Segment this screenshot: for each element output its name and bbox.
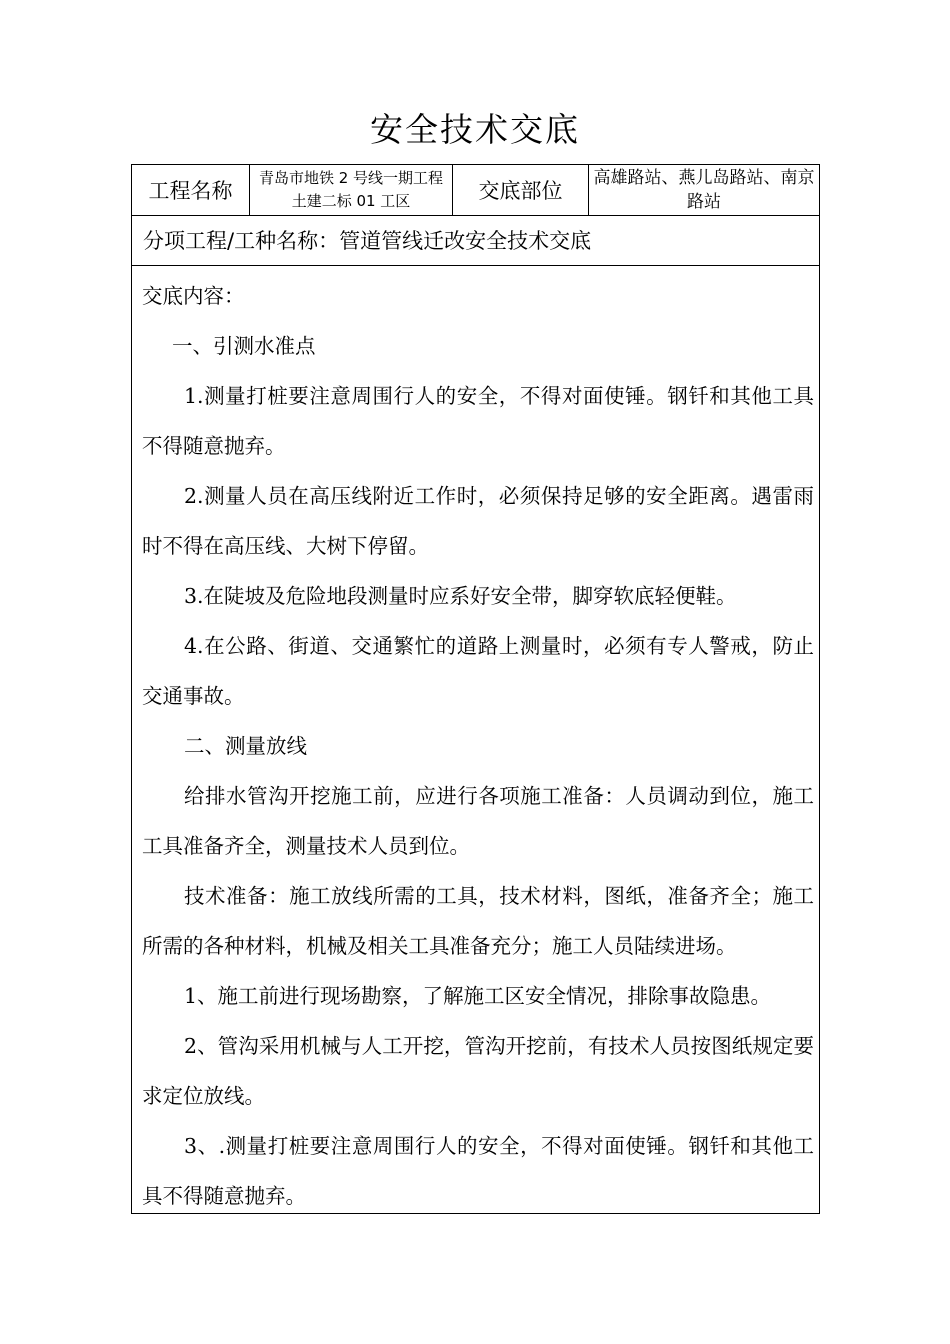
disclosure-table [131, 164, 820, 1214]
section-heading-1: 一、引测水准点 [172, 334, 316, 358]
location-value: 高雄路站、燕儿岛路站、南京路站 [593, 168, 815, 212]
section-heading-2: 二、测量放线 [184, 734, 307, 758]
project-name-value: 青岛市地铁 2 号线一期工程土建二标 01 工区 [250, 165, 453, 215]
paragraph-7: 1、施工前进行现场勘察，了解施工区安全情况，排除事故隐患。 [184, 984, 772, 1008]
document-title: 安全技术交底 [370, 110, 580, 149]
header-row [132, 165, 819, 216]
paragraph-1: 1.测量打桩要注意周围行人的安全，不得对面使锤。钢钎和其他工具不得随意抛弃。 [142, 384, 814, 458]
paragraph-6: 技术准备：施工放线所需的工具，技术材料，图纸，准备齐全；施工所需的各种材料，机械及相关工具准备充分；施工人员陆续进场。 [142, 884, 814, 958]
paragraph-9: 3、.测量打桩要注意周围行人的安全，不得对面使锤。钢钎和其他工具不得随意抛弃。 [142, 1134, 814, 1208]
project-name-label: 工程名称 [132, 165, 250, 215]
paragraph-3: 3.在陡坡及危险地段测量时应系好安全带，脚穿软底轻便鞋。 [184, 584, 737, 608]
paragraph-2: 2.测量人员在高压线附近工作时，必须保持足够的安全距离。遇雷雨时不得在高压线、大树下停留。 [142, 484, 814, 558]
location-label: 交底部位 [453, 165, 589, 215]
subproject-row: 分项工程/工种名称：管道管线迁改安全技术交底 [132, 215, 819, 266]
content-heading: 交底内容： [142, 284, 245, 308]
paragraph-4: 4.在公路、街道、交通繁忙的道路上测量时，必须有专人警戒，防止交通事故。 [142, 634, 814, 708]
disclosure-content [142, 271, 814, 1221]
paragraph-8: 2、管沟采用机械与人工开挖，管沟开挖前，有技术人员按图纸规定要求定位放线。 [142, 1034, 814, 1108]
paragraph-5: 给排水管沟开挖施工前，应进行各项施工准备：人员调动到位，施工工具准备齐全，测量技术人员到位。 [142, 784, 814, 858]
